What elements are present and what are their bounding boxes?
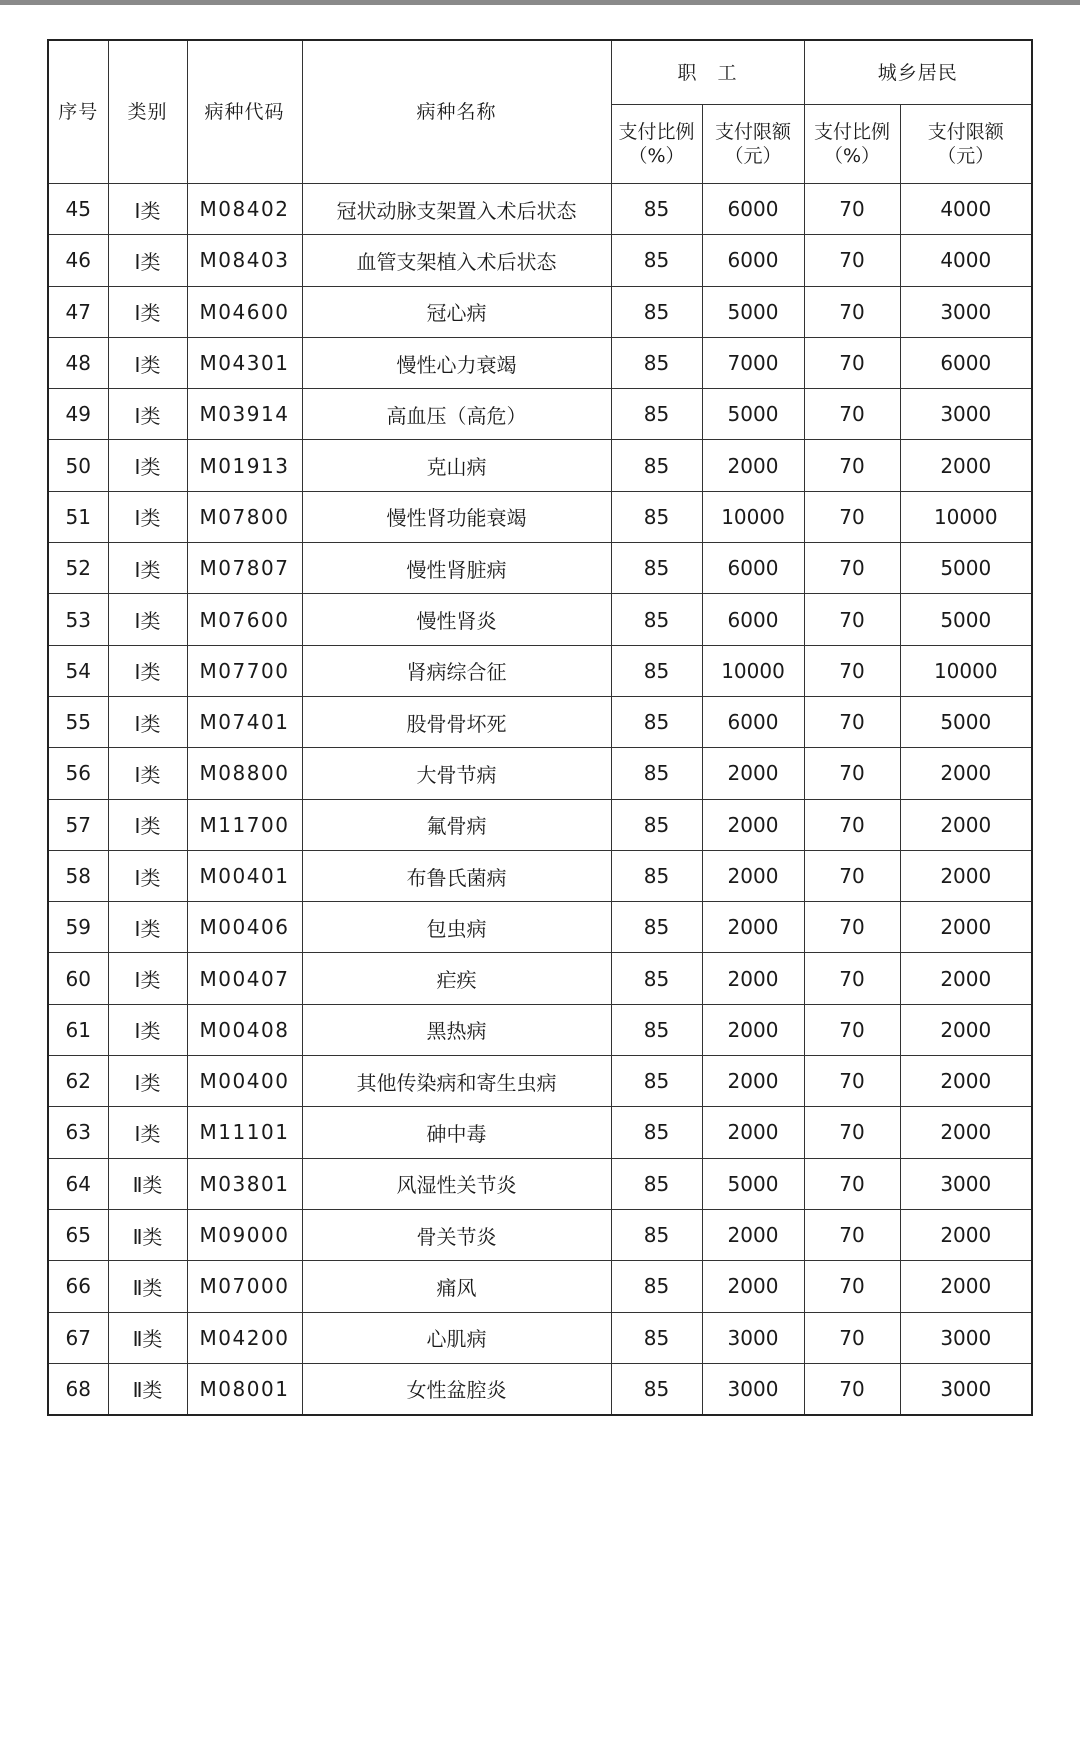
cell-index: 53 — [48, 594, 108, 645]
cell-resident-limit: 3000 — [900, 1363, 1032, 1415]
table-row — [48, 594, 1032, 645]
cell-resident-limit: 2000 — [900, 850, 1032, 901]
cell-index: 68 — [48, 1363, 108, 1415]
cell-index: 61 — [48, 1004, 108, 1055]
cell-resident-limit: 3000 — [900, 1158, 1032, 1209]
cell-employee-ratio: 85 — [611, 1363, 702, 1415]
cell-resident-ratio: 70 — [804, 440, 900, 491]
cell-resident-ratio: 70 — [804, 286, 900, 337]
cell-index: 50 — [48, 440, 108, 491]
cell-employee-limit: 6000 — [702, 184, 804, 235]
disease-payment-table — [47, 39, 1033, 1416]
table-row — [48, 491, 1032, 542]
cell-employee-limit: 3000 — [702, 1363, 804, 1415]
cell-code: M00408 — [187, 1004, 302, 1055]
cell-category: Ⅱ类 — [108, 1209, 187, 1260]
cell-resident-limit: 5000 — [900, 594, 1032, 645]
cell-code: M00407 — [187, 953, 302, 1004]
cell-disease-name: 骨关节炎 — [302, 1209, 611, 1260]
cell-employee-limit: 2000 — [702, 748, 804, 799]
cell-resident-limit: 2000 — [900, 953, 1032, 1004]
cell-index: 62 — [48, 1056, 108, 1107]
header-employee-limit — [702, 105, 804, 184]
cell-employee-limit: 2000 — [702, 440, 804, 491]
table-row — [48, 389, 1032, 440]
cell-index: 47 — [48, 286, 108, 337]
table-body — [48, 184, 1032, 1416]
cell-index: 58 — [48, 850, 108, 901]
cell-employee-limit: 2000 — [702, 953, 804, 1004]
cell-employee-limit: 2000 — [702, 1107, 804, 1158]
table-row — [48, 850, 1032, 901]
cell-code: M11700 — [187, 799, 302, 850]
cell-index: 57 — [48, 799, 108, 850]
cell-employee-ratio: 85 — [611, 184, 702, 235]
cell-code: M00406 — [187, 902, 302, 953]
table-row — [48, 748, 1032, 799]
cell-resident-limit: 2000 — [900, 1209, 1032, 1260]
cell-employee-limit: 7000 — [702, 337, 804, 388]
cell-code: M04600 — [187, 286, 302, 337]
table-row — [48, 696, 1032, 747]
cell-category: Ⅰ类 — [108, 748, 187, 799]
cell-employee-ratio: 85 — [611, 1312, 702, 1363]
table-row — [48, 1004, 1032, 1055]
cell-employee-limit: 6000 — [702, 543, 804, 594]
header-resident-group: 城乡居民 — [804, 40, 1032, 105]
cell-code: M09000 — [187, 1209, 302, 1260]
cell-employee-ratio: 85 — [611, 902, 702, 953]
cell-resident-limit: 2000 — [900, 440, 1032, 491]
cell-resident-ratio: 70 — [804, 594, 900, 645]
cell-disease-name: 砷中毒 — [302, 1107, 611, 1158]
table-row — [48, 645, 1032, 696]
cell-employee-ratio: 85 — [611, 645, 702, 696]
table-row — [48, 1056, 1032, 1107]
cell-category: Ⅰ类 — [108, 184, 187, 235]
cell-resident-ratio: 70 — [804, 1312, 900, 1363]
header-employee-ratio-label: 支付比例 — [618, 121, 695, 143]
header-employee-ratio — [611, 105, 702, 184]
cell-resident-ratio: 70 — [804, 953, 900, 1004]
cell-employee-limit: 2000 — [702, 1056, 804, 1107]
cell-resident-ratio: 70 — [804, 1004, 900, 1055]
cell-employee-ratio: 85 — [611, 1056, 702, 1107]
cell-category: Ⅰ类 — [108, 1107, 187, 1158]
cell-employee-limit: 2000 — [702, 1261, 804, 1312]
cell-category: Ⅰ类 — [108, 491, 187, 542]
cell-employee-limit: 2000 — [702, 799, 804, 850]
cell-resident-ratio: 70 — [804, 748, 900, 799]
cell-employee-ratio: 85 — [611, 337, 702, 388]
cell-disease-name: 黑热病 — [302, 1004, 611, 1055]
cell-category: Ⅰ类 — [108, 337, 187, 388]
header-category: 类别 — [108, 40, 187, 184]
cell-category: Ⅰ类 — [108, 696, 187, 747]
cell-disease-name: 肾病综合征 — [302, 645, 611, 696]
table-row — [48, 902, 1032, 953]
cell-resident-ratio: 70 — [804, 850, 900, 901]
table-row — [48, 1209, 1032, 1260]
cell-employee-limit: 10000 — [702, 645, 804, 696]
header-employee-ratio-unit: （%） — [628, 145, 685, 167]
top-divider-bar — [0, 0, 1080, 5]
table-row — [48, 1363, 1032, 1415]
table-row — [48, 440, 1032, 491]
cell-code: M01913 — [187, 440, 302, 491]
cell-disease-name: 慢性肾炎 — [302, 594, 611, 645]
cell-category: Ⅰ类 — [108, 1004, 187, 1055]
cell-category: Ⅱ类 — [108, 1363, 187, 1415]
cell-index: 48 — [48, 337, 108, 388]
cell-code: M07700 — [187, 645, 302, 696]
cell-resident-limit: 5000 — [900, 696, 1032, 747]
cell-code: M07800 — [187, 491, 302, 542]
cell-resident-ratio: 70 — [804, 696, 900, 747]
cell-resident-limit: 2000 — [900, 1004, 1032, 1055]
cell-category: Ⅰ类 — [108, 543, 187, 594]
cell-code: M07401 — [187, 696, 302, 747]
cell-resident-limit: 4000 — [900, 184, 1032, 235]
cell-resident-ratio: 70 — [804, 543, 900, 594]
cell-employee-ratio: 85 — [611, 543, 702, 594]
cell-employee-ratio: 85 — [611, 1107, 702, 1158]
cell-code: M07807 — [187, 543, 302, 594]
cell-employee-limit: 5000 — [702, 389, 804, 440]
cell-index: 51 — [48, 491, 108, 542]
cell-category: Ⅰ类 — [108, 645, 187, 696]
cell-category: Ⅰ类 — [108, 799, 187, 850]
header-code: 病种代码 — [187, 40, 302, 184]
cell-category: Ⅱ类 — [108, 1312, 187, 1363]
cell-disease-name: 冠心病 — [302, 286, 611, 337]
cell-category: Ⅰ类 — [108, 953, 187, 1004]
cell-employee-limit: 2000 — [702, 850, 804, 901]
cell-code: M03801 — [187, 1158, 302, 1209]
cell-disease-name: 风湿性关节炎 — [302, 1158, 611, 1209]
header-name: 病种名称 — [302, 40, 611, 184]
cell-code: M07600 — [187, 594, 302, 645]
header-resident-limit-unit: （元） — [937, 145, 995, 167]
cell-category: Ⅰ类 — [108, 594, 187, 645]
cell-index: 55 — [48, 696, 108, 747]
cell-index: 63 — [48, 1107, 108, 1158]
cell-disease-name: 血管支架植入术后状态 — [302, 235, 611, 286]
cell-disease-name: 心肌病 — [302, 1312, 611, 1363]
cell-disease-name: 慢性肾脏病 — [302, 543, 611, 594]
cell-resident-limit: 4000 — [900, 235, 1032, 286]
table-row — [48, 543, 1032, 594]
cell-employee-ratio: 85 — [611, 953, 702, 1004]
cell-resident-ratio: 70 — [804, 235, 900, 286]
header-resident-ratio-unit: （%） — [823, 145, 881, 167]
cell-employee-ratio: 85 — [611, 850, 702, 901]
cell-code: M08402 — [187, 184, 302, 235]
cell-employee-limit: 5000 — [702, 286, 804, 337]
cell-code: M08403 — [187, 235, 302, 286]
table-row — [48, 1158, 1032, 1209]
cell-disease-name: 冠状动脉支架置入术后状态 — [302, 184, 611, 235]
cell-employee-limit: 10000 — [702, 491, 804, 542]
cell-employee-ratio: 85 — [611, 1209, 702, 1260]
table-row — [48, 286, 1032, 337]
cell-resident-ratio: 70 — [804, 902, 900, 953]
cell-disease-name: 痛风 — [302, 1261, 611, 1312]
cell-resident-ratio: 70 — [804, 389, 900, 440]
cell-employee-ratio: 85 — [611, 1158, 702, 1209]
cell-category: Ⅱ类 — [108, 1261, 187, 1312]
cell-index: 52 — [48, 543, 108, 594]
cell-resident-limit: 3000 — [900, 1312, 1032, 1363]
cell-code: M03914 — [187, 389, 302, 440]
cell-code: M08800 — [187, 748, 302, 799]
cell-category: Ⅱ类 — [108, 1158, 187, 1209]
table-row — [48, 337, 1032, 388]
cell-resident-limit: 6000 — [900, 337, 1032, 388]
cell-employee-ratio: 85 — [611, 748, 702, 799]
table-row — [48, 799, 1032, 850]
header-resident-limit-label: 支付限额 — [927, 121, 1004, 143]
cell-category: Ⅰ类 — [108, 235, 187, 286]
cell-code: M00400 — [187, 1056, 302, 1107]
cell-disease-name: 慢性心力衰竭 — [302, 337, 611, 388]
cell-resident-limit: 2000 — [900, 748, 1032, 799]
cell-employee-ratio: 85 — [611, 491, 702, 542]
cell-category: Ⅰ类 — [108, 389, 187, 440]
header-employee-group: 职 工 — [611, 40, 804, 105]
cell-employee-ratio: 85 — [611, 696, 702, 747]
cell-employee-ratio: 85 — [611, 389, 702, 440]
cell-index: 67 — [48, 1312, 108, 1363]
table-header — [48, 40, 1032, 184]
cell-disease-name: 慢性肾功能衰竭 — [302, 491, 611, 542]
cell-index: 64 — [48, 1158, 108, 1209]
table-row — [48, 184, 1032, 235]
cell-resident-limit: 3000 — [900, 286, 1032, 337]
cell-resident-ratio: 70 — [804, 645, 900, 696]
header-resident-limit — [900, 105, 1032, 184]
cell-resident-ratio: 70 — [804, 1209, 900, 1260]
cell-resident-limit: 2000 — [900, 799, 1032, 850]
cell-category: Ⅰ类 — [108, 850, 187, 901]
cell-code: M04200 — [187, 1312, 302, 1363]
header-resident-ratio — [804, 105, 900, 184]
cell-employee-limit: 2000 — [702, 1004, 804, 1055]
cell-resident-ratio: 70 — [804, 184, 900, 235]
cell-employee-limit: 6000 — [702, 696, 804, 747]
cell-index: 66 — [48, 1261, 108, 1312]
header-employee-limit-label: 支付限额 — [715, 121, 792, 143]
cell-employee-ratio: 85 — [611, 1004, 702, 1055]
header-employee-limit-unit: （元） — [724, 145, 782, 167]
cell-index: 49 — [48, 389, 108, 440]
cell-category: Ⅰ类 — [108, 902, 187, 953]
cell-disease-name: 大骨节病 — [302, 748, 611, 799]
cell-disease-name: 布鲁氏菌病 — [302, 850, 611, 901]
cell-employee-limit: 6000 — [702, 235, 804, 286]
cell-employee-ratio: 85 — [611, 235, 702, 286]
table-row — [48, 1107, 1032, 1158]
cell-disease-name: 疟疾 — [302, 953, 611, 1004]
cell-employee-limit: 2000 — [702, 902, 804, 953]
cell-index: 54 — [48, 645, 108, 696]
cell-code: M08001 — [187, 1363, 302, 1415]
cell-code: M07000 — [187, 1261, 302, 1312]
cell-resident-limit: 10000 — [900, 491, 1032, 542]
cell-resident-limit: 2000 — [900, 1107, 1032, 1158]
cell-index: 45 — [48, 184, 108, 235]
cell-disease-name: 其他传染病和寄生虫病 — [302, 1056, 611, 1107]
cell-disease-name: 克山病 — [302, 440, 611, 491]
cell-resident-ratio: 70 — [804, 799, 900, 850]
cell-resident-ratio: 70 — [804, 1056, 900, 1107]
cell-category: Ⅰ类 — [108, 440, 187, 491]
cell-resident-ratio: 70 — [804, 337, 900, 388]
cell-employee-limit: 3000 — [702, 1312, 804, 1363]
cell-resident-ratio: 70 — [804, 491, 900, 542]
cell-category: Ⅰ类 — [108, 286, 187, 337]
cell-employee-ratio: 85 — [611, 440, 702, 491]
cell-disease-name: 氟骨病 — [302, 799, 611, 850]
cell-disease-name: 股骨骨坏死 — [302, 696, 611, 747]
cell-employee-ratio: 85 — [611, 1261, 702, 1312]
cell-code: M11101 — [187, 1107, 302, 1158]
cell-employee-limit: 6000 — [702, 594, 804, 645]
cell-index: 60 — [48, 953, 108, 1004]
cell-disease-name: 女性盆腔炎 — [302, 1363, 611, 1415]
cell-index: 65 — [48, 1209, 108, 1260]
cell-resident-ratio: 70 — [804, 1158, 900, 1209]
header-resident-ratio-label: 支付比例 — [814, 121, 891, 143]
cell-resident-ratio: 70 — [804, 1363, 900, 1415]
cell-resident-limit: 2000 — [900, 1261, 1032, 1312]
cell-index: 56 — [48, 748, 108, 799]
cell-employee-limit: 2000 — [702, 1209, 804, 1260]
table-row — [48, 1312, 1032, 1363]
cell-employee-ratio: 85 — [611, 799, 702, 850]
cell-employee-limit: 5000 — [702, 1158, 804, 1209]
cell-resident-limit: 2000 — [900, 1056, 1032, 1107]
cell-index: 46 — [48, 235, 108, 286]
cell-employee-ratio: 85 — [611, 594, 702, 645]
cell-employee-ratio: 85 — [611, 286, 702, 337]
cell-resident-ratio: 70 — [804, 1261, 900, 1312]
cell-resident-limit: 2000 — [900, 902, 1032, 953]
cell-index: 59 — [48, 902, 108, 953]
cell-disease-name: 包虫病 — [302, 902, 611, 953]
cell-resident-limit: 5000 — [900, 543, 1032, 594]
cell-code: M00401 — [187, 850, 302, 901]
cell-resident-limit: 10000 — [900, 645, 1032, 696]
cell-disease-name: 高血压（高危） — [302, 389, 611, 440]
table-row — [48, 1261, 1032, 1312]
cell-resident-limit: 3000 — [900, 389, 1032, 440]
header-index: 序号 — [48, 40, 108, 184]
table-row — [48, 235, 1032, 286]
cell-category: Ⅰ类 — [108, 1056, 187, 1107]
table-row — [48, 953, 1032, 1004]
cell-resident-ratio: 70 — [804, 1107, 900, 1158]
cell-code: M04301 — [187, 337, 302, 388]
